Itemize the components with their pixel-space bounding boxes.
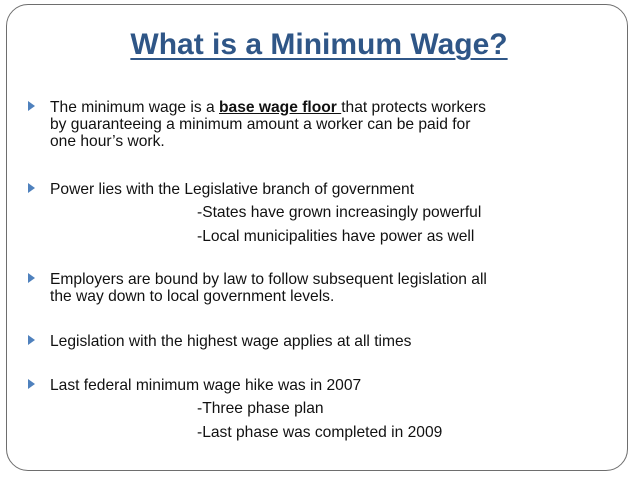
slide-title: What is a Minimum Wage? <box>130 28 508 61</box>
key-term: base wage floor <box>219 99 342 116</box>
bullet-arrow-icon <box>28 379 35 389</box>
sub-item: -Local municipalities have power as well <box>197 228 475 245</box>
bullet-item <box>50 271 595 305</box>
sub-item: -Three phase plan <box>197 400 324 417</box>
bullet-text-after: that protects workers by guaranteeing a minimum amount a worker can be paid for one hour’s work. <box>50 99 486 150</box>
bullet-text <box>50 99 486 150</box>
sub-item: -Last phase was completed in 2009 <box>197 424 443 441</box>
bullet-arrow-icon <box>28 101 35 111</box>
bullet-item <box>50 181 595 198</box>
bullet-item <box>50 99 595 150</box>
bullet-text: Power lies with the Legislative branch of government <box>50 181 415 198</box>
bullet-item <box>50 333 595 350</box>
bullet-text: Employers are bound by law to follow subsequent legislation all the way down to local government levels. <box>50 271 487 305</box>
bullet-text: Last federal minimum wage hike was in 2007 <box>50 377 362 394</box>
sub-item: -States have grown increasingly powerful <box>197 204 482 221</box>
bullet-text: Legislation with the highest wage applies at all times <box>50 333 412 350</box>
bullet-arrow-icon <box>28 183 35 193</box>
bullet-arrow-icon <box>28 273 35 283</box>
bullet-arrow-icon <box>28 335 35 345</box>
bullet-item <box>50 377 595 394</box>
bullet-text-before: The minimum wage is a <box>50 99 219 116</box>
